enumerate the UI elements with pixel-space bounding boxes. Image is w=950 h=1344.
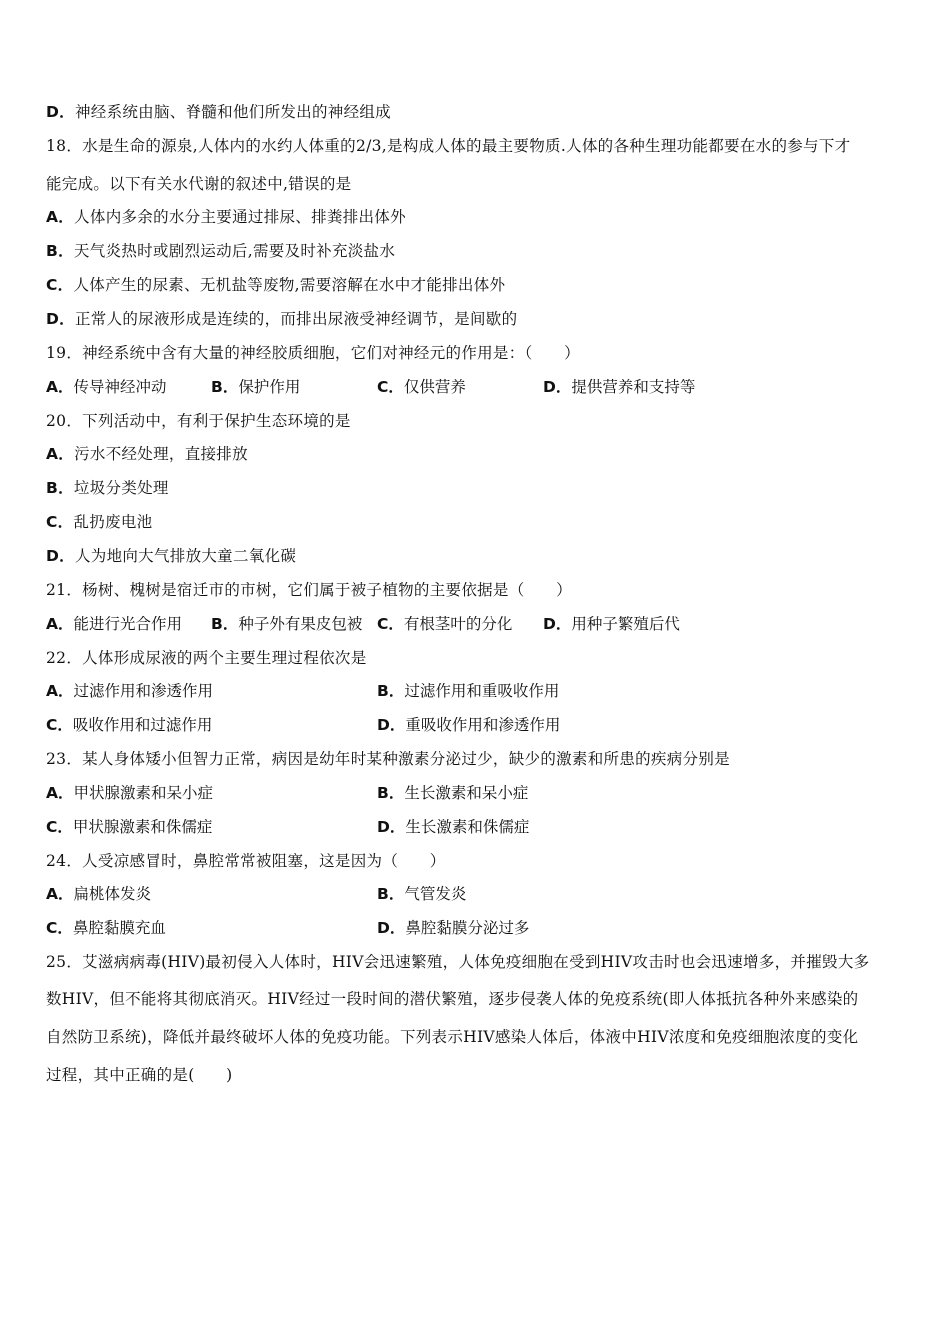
option-text: 人为地向大气排放大童二氧化碳 [74, 547, 297, 565]
q25-stem-line-1: 25．艾滋病病毒(HIV)最初侵入人体时，HIV会迅速繁殖，人体免疫细胞在受到HIV攻击时也会迅速增多，并摧毁大多 [46, 953, 870, 971]
q19-option-a [46, 377, 167, 397]
q25-stem-line-3: 自然防卫系统)，降低并最终破坏人体的免疫功能。下列表示HIV感染人体后，体液中HIV浓度和免疫细胞浓度的变化 [46, 1028, 859, 1046]
q25-stem-line-4: 过程，其中正确的是( ) [46, 1066, 233, 1084]
option-text: 鼻腔黏膜分泌过多 [405, 919, 530, 937]
q21-option-a [46, 614, 182, 634]
option-text: 污水不经处理，直接排放 [74, 445, 248, 463]
q23-option-d [377, 817, 529, 837]
q17-option-d [46, 102, 391, 122]
option-label: D． [377, 818, 406, 836]
option-text: 正常人的尿液形成是连续的，而排出尿液受神经调节，是间歇的 [74, 310, 518, 328]
option-label: A． [46, 885, 74, 903]
q20-stem: 20．下列活动中，有利于保护生态环境的是 [46, 412, 351, 430]
option-label: C． [46, 513, 74, 531]
q18-stem-line-1: 18．水是生命的源泉,人体内的水约人体重的2/3,是构成人体的最主要物质.人体的各种生理功能都要在水的参与下才 [46, 137, 851, 155]
option-label: C． [46, 276, 74, 294]
option-label: D． [46, 547, 75, 565]
q18-option-c [46, 275, 505, 295]
q20-option-c [46, 512, 153, 532]
option-text: 甲状腺激素和侏儒症 [72, 818, 213, 836]
option-label: A． [46, 615, 74, 633]
option-text: 过滤作用和重吸收作用 [404, 682, 560, 700]
q24-stem: 24．人受凉感冒时，鼻腔常常被阻塞，这是因为（ ） [46, 852, 446, 870]
q23-option-a [46, 783, 213, 803]
option-text: 生长激素和呆小症 [404, 784, 529, 802]
option-label: C． [377, 615, 404, 633]
option-label: A． [46, 208, 75, 226]
option-text: 种子外有果皮包被 [238, 615, 363, 633]
option-text: 吸收作用和过滤作用 [72, 716, 213, 734]
option-label: B． [46, 479, 74, 497]
option-text: 仅供营养 [403, 378, 466, 396]
q24-option-d [377, 918, 529, 938]
q21-option-b [211, 614, 362, 634]
option-text: 传导神经冲动 [73, 378, 167, 396]
q18-option-a [46, 207, 406, 227]
option-text: 乱扔废电池 [73, 513, 153, 531]
q19-option-d [543, 377, 695, 397]
q23-option-b [377, 783, 528, 803]
q22-option-d [377, 715, 560, 735]
option-label: A． [46, 378, 74, 396]
option-label: B． [46, 242, 74, 260]
q18-stem-line-2: 能完成。以下有关水代谢的叙述中,错误的是 [46, 175, 352, 193]
option-label: B． [377, 682, 405, 700]
q21-stem: 21．杨树、槐树是宿迁市的市树，它们属于被子植物的主要依据是（ ） [46, 581, 572, 599]
option-label: D． [377, 919, 406, 937]
q19-option-b [211, 377, 300, 397]
option-label: C． [46, 818, 73, 836]
q21-option-c [377, 614, 512, 634]
q22-stem: 22．人体形成尿液的两个主要生理过程依次是 [46, 649, 367, 667]
option-text: 天气炎热时或剧烈运动后,需要及时补充淡盐水 [73, 242, 396, 260]
option-text: 神经系统由脑、脊髓和他们所发出的神经组成 [74, 103, 391, 121]
q24-option-b [377, 884, 466, 904]
q19-option-c [377, 377, 466, 397]
q18-option-d [46, 309, 517, 329]
option-label: B． [211, 378, 239, 396]
option-text: 重吸收作用和渗透作用 [405, 716, 561, 734]
q23-stem: 23．某人身体矮小但智力正常，病因是幼年时某种激素分泌过少，缺少的激素和所患的疾病分别是 [46, 750, 730, 768]
option-text: 过滤作用和渗透作用 [73, 682, 214, 700]
option-text: 能进行光合作用 [73, 615, 183, 633]
q24-option-c [46, 918, 166, 938]
option-label: D． [543, 615, 572, 633]
option-text: 垃圾分类处理 [73, 479, 169, 497]
option-label: A． [46, 445, 75, 463]
q18-option-b [46, 241, 395, 261]
q20-option-b [46, 478, 169, 498]
q25-stem-line-2: 数HIV，但不能将其彻底消灭。HIV经过一段时间的潜伏繁殖，逐步侵袭人体的免疫系统(即人体抵抗各种外来感染的 [46, 990, 859, 1008]
q19-stem: 19．神经系统中含有大量的神经胶质细胞，它们对神经元的作用是：（ ） [46, 344, 580, 362]
q22-option-a [46, 681, 213, 701]
option-label: B． [377, 784, 405, 802]
q23-option-c [46, 817, 212, 837]
option-label: D． [46, 103, 75, 121]
option-text: 人体内多余的水分主要通过排尿、排粪排出体外 [74, 208, 406, 226]
option-label: A． [46, 784, 74, 802]
option-text: 甲状腺激素和呆小症 [73, 784, 214, 802]
option-text: 保护作用 [238, 378, 301, 396]
option-label: B． [377, 885, 405, 903]
option-label: C． [46, 919, 73, 937]
option-label: D． [46, 310, 75, 328]
q24-option-a [46, 884, 151, 904]
option-label: D． [543, 378, 572, 396]
q21-option-d [543, 614, 680, 634]
option-label: C． [377, 378, 404, 396]
option-text: 生长激素和侏儒症 [405, 818, 530, 836]
option-label: A． [46, 682, 74, 700]
option-text: 有根茎叶的分化 [403, 615, 513, 633]
q22-option-b [377, 681, 559, 701]
option-label: D． [377, 716, 406, 734]
option-text: 鼻腔黏膜充血 [72, 919, 166, 937]
option-label: C． [46, 716, 73, 734]
q22-option-c [46, 715, 212, 735]
option-text: 人体产生的尿素、无机盐等废物,需要溶解在水中才能排出体外 [73, 276, 506, 294]
option-text: 气管发炎 [404, 885, 467, 903]
q20-option-a [46, 444, 248, 464]
option-text: 用种子繁殖后代 [571, 615, 680, 633]
q20-option-d [46, 546, 296, 566]
option-text: 扁桃体发炎 [73, 885, 152, 903]
option-text: 提供营养和支持等 [571, 378, 696, 396]
option-label: B． [211, 615, 239, 633]
